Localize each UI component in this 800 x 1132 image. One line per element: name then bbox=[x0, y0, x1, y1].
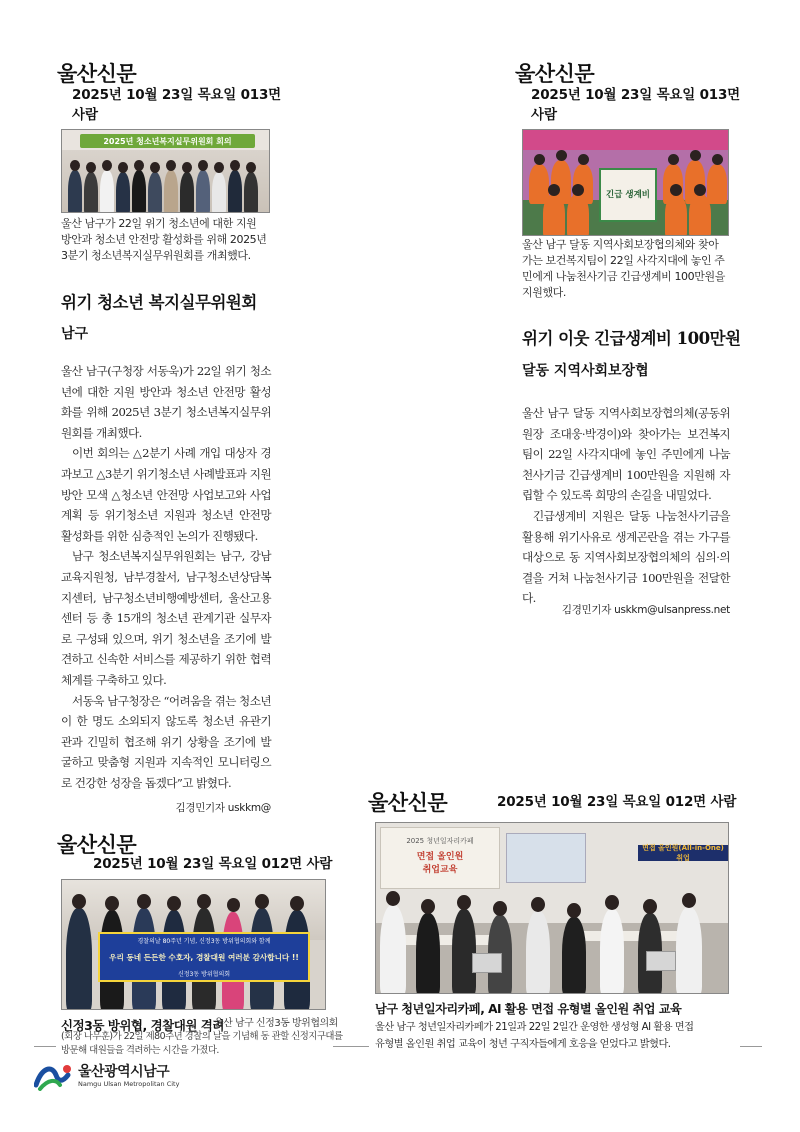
byline: 김경민기자 uskkm@ulsanpress.net bbox=[561, 604, 730, 616]
newspaper-name: 울산신문 bbox=[368, 790, 448, 815]
article-headline: 위기 이웃 긴급생계비 100만원 bbox=[522, 329, 741, 348]
article-headline: 남구 청년일자리카페, AI 활용 면접 유형별 올인원 취업 교육 bbox=[375, 1002, 682, 1016]
dateline: 2025년 10월 23일 목요일 012면 사람 bbox=[93, 856, 333, 872]
newspaper-name: 울산신문 bbox=[515, 61, 595, 86]
paragraph: 이번 회의는 △2분기 사례 개입 대상자 경과보고 △3분기 위기청소년 사례발표과 지원방안 모색 △청소년 안전망 사업보고와 사업계획 등 위기청소년 지원과 청소년 안전망 활성화를 위한 심층적인 논의가 진행됐다. bbox=[61, 446, 271, 543]
paragraph: 긴급생계비 지원은 달동 나눔천사기금을 활용해 위기사유로 생계곤란을 겪는 가구를 대상으로 동 지역사회보장협의체의 심의·의결을 거쳐 나눔천사기금 100만원을 전달한다. bbox=[522, 508, 730, 606]
section-label: 사람 bbox=[72, 107, 99, 123]
article-subhead: 달동 지역사회보장협 bbox=[522, 363, 649, 379]
banner-main-text: 우리 동네 든든한 수호자, 경찰대원 여러분 감사합니다 !! bbox=[109, 952, 299, 962]
article-headline: 위기 청소년 복지실무위원회 bbox=[61, 293, 257, 312]
photo-caption: 울산 남구 청년일자리카페가 21일과 22일 2일간 운영한 생성형 AI 활용 면접 유형별 올인원 취업 교육이 청년 구직자들에게 호응을 얻었다고 밝혔다. bbox=[375, 1022, 694, 1050]
banner-org-text: 신정3동 방위협의회 bbox=[177, 971, 231, 978]
dateline: 2025년 10월 23일 목요일 013면 bbox=[72, 87, 282, 103]
byline: 김경민기자 uskkm@ bbox=[175, 802, 271, 814]
logo-subtitle: Namgu Ulsan Metropolitan City bbox=[78, 1080, 180, 1088]
projector-screen: 2025 청년일자리카페 면접 올인원 취업교육 bbox=[380, 827, 500, 889]
section-label: 사람 bbox=[531, 107, 558, 123]
divider-rule bbox=[333, 1046, 369, 1047]
article-subhead: 남구 bbox=[61, 326, 89, 342]
paragraph: 서동욱 남구청장은 “어려움을 겪는 청소년이 한 명도 소외되지 않도록 청소년 유관기관과 긴밀히 협조해 위기 상황을 조기에 발굴하고 맞춤형 지원과 지속적인 모니터링으로 건강한 성장을 돕겠다”고 밝혔다. bbox=[61, 693, 271, 790]
photo-caption: (회장 나무훈)가 22일 제80주년 경찰의 날을 기념해 동 관할 신정지구대를 방문해 대원들을 격려하는 시간을 가졌다. bbox=[61, 1031, 343, 1056]
photo-banner: 면접 올인원(All-in-One) 취업 bbox=[638, 845, 728, 861]
article-photo bbox=[375, 822, 729, 994]
paragraph: 남구 청소년복지실무위원회는 남구, 강남교육지원청, 남부경찰서, 남구청소년상담복지센터, 남구청소년비행예방센터, 울산고용센터 등 총 15개의 청소년 관계기관 실무자로 구성돼 있으며, 위기 청소년을 조기에 발견하고 신속한 서비스를 제공하기 위한 협력체계를 구축하고 있다. bbox=[61, 549, 271, 687]
newspaper-name: 울산신문 bbox=[57, 832, 137, 857]
donation-sign: 긴급 생계비 bbox=[599, 168, 657, 222]
divider-rule bbox=[34, 1046, 56, 1047]
paragraph: 울산 남구(구청장 서동욱)가 22일 위기 청소년에 대한 지원 방안과 청소년 안전망 활성화를 위해 2025년 3분기 청소년복지실무위원회를 개최했다. bbox=[61, 364, 271, 440]
article-photo bbox=[61, 879, 326, 1010]
dateline: 2025년 10월 23일 목요일 013면 bbox=[531, 87, 741, 103]
article-headline: 신정3동 방위협, 경찰대원 격려 bbox=[61, 1018, 224, 1033]
namgu-emblem-icon bbox=[34, 1061, 74, 1091]
newspaper-name: 울산신문 bbox=[57, 61, 137, 86]
photo-caption: 울산 남구가 22일 위기 청소년에 대한 지원 방안과 청소년 안전망 활성화를 위해 2025년 3분기 청소년복지실무위원회를 개최했다. bbox=[61, 217, 267, 262]
article-body bbox=[522, 403, 730, 609]
photo-banner: 2025년 청소년복지실무위원회 회의 bbox=[80, 134, 255, 148]
photo-caption: 울산 남구 달동 지역사회보장협의체와 찾아 가는 보건복지팀이 22일 사각지대에 놓인 주 민에게 나눔천사기금 긴급생계비 100만원을 지원했다. bbox=[522, 238, 725, 299]
photo-caption-right: 울산 남구 신정3동 방위협의회 bbox=[214, 1018, 338, 1029]
article-body bbox=[61, 361, 271, 793]
article-photo bbox=[61, 129, 270, 213]
dateline: 2025년 10월 23일 목요일 012면 사람 bbox=[497, 794, 737, 810]
footer-logo bbox=[34, 1059, 234, 1093]
divider-rule bbox=[740, 1046, 762, 1047]
paragraph: 울산 남구 달동 지역사회보장협의체(공동위원장 조대웅·박경이)와 찾아가는 보건복지팀이 22일 사각지대에 놓인 주민에게 나눔천사기금 긴급생계비 100만원을 지원해 자립할 수 있도록 희망의 손길을 내밀었다. bbox=[522, 406, 730, 503]
logo-name: 울산광역시남구 bbox=[78, 1064, 170, 1080]
banner-small-text: 경찰의날 80주년 기념, 신정3동 방위협의회와 함께 bbox=[137, 938, 271, 945]
article-photo bbox=[522, 129, 729, 236]
